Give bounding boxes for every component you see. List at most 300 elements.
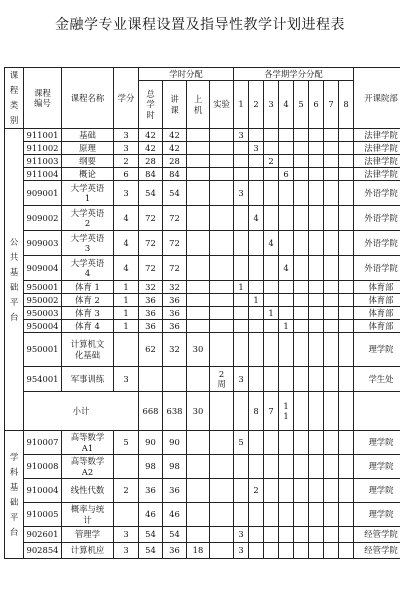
lab-hours	[210, 256, 234, 281]
lab-hours	[210, 307, 234, 320]
semester-credit	[264, 543, 279, 559]
curriculum-table	[4, 67, 400, 559]
computer-hours	[187, 129, 210, 142]
college: 学生处	[354, 367, 400, 392]
credit: 4	[114, 206, 139, 231]
course-name: 高等数学A1	[62, 431, 114, 455]
lab-hours	[210, 527, 234, 543]
college: 经管学院	[354, 527, 400, 543]
semester-credit	[339, 503, 354, 527]
course-name: 原理	[62, 142, 114, 155]
lecture-hours: 90	[163, 431, 187, 455]
semester-credit	[324, 256, 339, 281]
lab-hours	[210, 129, 234, 142]
lab-hours	[210, 206, 234, 231]
semester-credit	[264, 294, 279, 307]
total-hours: 668	[139, 392, 163, 431]
semester-credit	[309, 333, 324, 367]
course-name: 体育 4	[62, 320, 114, 333]
semester-credit: 3	[234, 527, 249, 543]
semester-credit	[294, 320, 309, 333]
semester-credit	[234, 155, 249, 168]
semester-credit	[264, 431, 279, 455]
table-row	[5, 129, 400, 142]
total-hours: 36	[139, 320, 163, 333]
credit: 3	[114, 527, 139, 543]
table-row	[5, 294, 400, 307]
course-code: 950003	[24, 307, 62, 320]
college: 经管学院	[354, 543, 400, 559]
semester-credit	[249, 431, 264, 455]
table-row	[5, 181, 400, 206]
semester-credit	[264, 181, 279, 206]
semester-credit	[264, 367, 279, 392]
semester-credit	[309, 294, 324, 307]
semester-credit: 1	[279, 320, 294, 333]
lab-hours	[210, 168, 234, 181]
semester-credit	[309, 129, 324, 142]
table-row	[5, 168, 400, 181]
college: 外语学院	[354, 231, 400, 256]
total-hours: 54	[139, 543, 163, 559]
semester-credit	[339, 142, 354, 155]
semester-credit	[294, 307, 309, 320]
semester-credit	[264, 503, 279, 527]
course-code: 909003	[24, 231, 62, 256]
semester-credit	[339, 367, 354, 392]
course-name: 计算机文化基础	[62, 333, 114, 367]
table-row	[5, 543, 400, 559]
course-name: 基础	[62, 129, 114, 142]
header-semester: 3	[264, 81, 279, 129]
course-name: 体育 1	[62, 281, 114, 294]
total-hours: 42	[139, 129, 163, 142]
lab-hours	[210, 155, 234, 168]
subtotal-label: 小计	[24, 392, 139, 431]
total-hours: 42	[139, 142, 163, 155]
semester-credit	[324, 231, 339, 256]
course-name: 计算机应	[62, 543, 114, 559]
computer-hours: 18	[187, 543, 210, 559]
college: 理学院	[354, 479, 400, 503]
computer-hours: 30	[187, 333, 210, 367]
lab-hours	[210, 231, 234, 256]
course-code: 910007	[24, 431, 62, 455]
total-hours: 36	[139, 294, 163, 307]
semester-credit	[294, 181, 309, 206]
semester-credit: 3	[234, 543, 249, 559]
lecture-hours: 32	[163, 333, 187, 367]
semester-credit	[249, 503, 264, 527]
lecture-hours	[163, 367, 187, 392]
semester-credit	[234, 294, 249, 307]
semester-credit	[294, 392, 309, 431]
lecture-hours: 32	[163, 281, 187, 294]
semester-credit	[309, 168, 324, 181]
semester-credit	[249, 527, 264, 543]
computer-hours	[187, 431, 210, 455]
lab-hours	[210, 181, 234, 206]
semester-credit	[309, 527, 324, 543]
lecture-hours: 84	[163, 168, 187, 181]
course-code: 910008	[24, 455, 62, 479]
college: 法律学院	[354, 155, 400, 168]
total-hours: 72	[139, 256, 163, 281]
page-title: 金融学专业课程设置及指导性教学计划进程表	[55, 17, 345, 33]
semester-credit	[309, 320, 324, 333]
header-course-name: 课程名称	[62, 68, 114, 129]
semester-credit	[294, 155, 309, 168]
header-total: 总学时	[139, 81, 163, 129]
total-hours: 36	[139, 479, 163, 503]
semester-credit	[234, 142, 249, 155]
semester-credit	[309, 431, 324, 455]
header-semester: 4	[279, 81, 294, 129]
lecture-hours: 36	[163, 543, 187, 559]
semester-credit	[234, 392, 249, 431]
semester-credit	[309, 503, 324, 527]
computer-hours	[187, 367, 210, 392]
credit: 3	[114, 543, 139, 559]
table-row	[5, 307, 400, 320]
lab-hours	[210, 455, 234, 479]
semester-credit	[279, 129, 294, 142]
semester-credit	[279, 307, 294, 320]
course-code: 954001	[24, 367, 62, 392]
total-hours: 72	[139, 206, 163, 231]
semester-credit	[309, 307, 324, 320]
lecture-hours: 72	[163, 256, 187, 281]
lab-hours	[210, 333, 234, 367]
computer-hours	[187, 155, 210, 168]
semester-credit	[249, 129, 264, 142]
college: 体育部	[354, 320, 400, 333]
credit: 4	[114, 256, 139, 281]
course-code: 909002	[24, 206, 62, 231]
total-hours: 54	[139, 527, 163, 543]
college: 体育部	[354, 307, 400, 320]
course-code: 909004	[24, 256, 62, 281]
semester-credit	[324, 142, 339, 155]
college: 法律学院	[354, 168, 400, 181]
lecture-hours: 36	[163, 307, 187, 320]
semester-credit	[264, 168, 279, 181]
credit: 2	[114, 155, 139, 168]
semester-credit	[324, 155, 339, 168]
lecture-hours: 72	[163, 231, 187, 256]
credit: 6	[114, 168, 139, 181]
semester-credit	[249, 333, 264, 367]
lecture-hours: 98	[163, 455, 187, 479]
header-computer: 上机	[187, 81, 210, 129]
semester-credit	[279, 155, 294, 168]
semester-credit	[294, 527, 309, 543]
lab-hours	[210, 543, 234, 559]
semester-credit: 6	[279, 168, 294, 181]
credit: 3	[114, 129, 139, 142]
semester-credit	[339, 392, 354, 431]
semester-credit	[264, 129, 279, 142]
header-category: 课程类别	[5, 68, 24, 129]
semester-credit	[339, 431, 354, 455]
college: 理学院	[354, 333, 400, 367]
semester-credit	[279, 231, 294, 256]
credit: 1	[114, 281, 139, 294]
table-row	[5, 431, 400, 455]
semester-credit	[294, 206, 309, 231]
table-row	[5, 155, 400, 168]
lab-hours	[210, 281, 234, 294]
course-name: 大学英语4	[62, 256, 114, 281]
semester-credit: 1	[249, 294, 264, 307]
semester-credit: 5	[234, 431, 249, 455]
course-code: 950001	[24, 281, 62, 294]
lecture-hours: 36	[163, 479, 187, 503]
semester-credit	[234, 333, 249, 367]
semester-credit	[294, 281, 309, 294]
computer-hours	[187, 320, 210, 333]
semester-credit	[279, 479, 294, 503]
semester-credit	[279, 431, 294, 455]
semester-credit	[324, 543, 339, 559]
semester-credit	[339, 294, 354, 307]
semester-credit: 1	[264, 307, 279, 320]
computer-hours	[187, 168, 210, 181]
semester-credit	[264, 320, 279, 333]
semester-credit	[249, 155, 264, 168]
college: 外语学院	[354, 206, 400, 231]
semester-credit: 7	[264, 392, 279, 431]
total-hours: 36	[139, 307, 163, 320]
semester-credit	[264, 455, 279, 479]
computer-hours	[187, 455, 210, 479]
semester-credit	[234, 206, 249, 231]
course-name: 体育 2	[62, 294, 114, 307]
lecture-hours: 54	[163, 527, 187, 543]
course-code: 950004	[24, 320, 62, 333]
total-hours: 72	[139, 231, 163, 256]
semester-credit: 2	[264, 155, 279, 168]
semester-credit	[294, 294, 309, 307]
semester-credit	[309, 479, 324, 503]
category-public-foundation: 公共基础平台	[5, 129, 24, 431]
college: 理学院	[354, 431, 400, 455]
course-code: 910005	[24, 503, 62, 527]
header-semester: 6	[309, 81, 324, 129]
total-hours: 28	[139, 155, 163, 168]
semester-credit	[324, 455, 339, 479]
course-code: 911002	[24, 142, 62, 155]
credit: 2	[114, 479, 139, 503]
semester-credit	[234, 256, 249, 281]
lecture-hours: 36	[163, 294, 187, 307]
semester-credit	[324, 206, 339, 231]
semester-credit: 3	[234, 181, 249, 206]
semester-credit	[324, 503, 339, 527]
semester-credit	[279, 367, 294, 392]
header-lecture: 讲课	[163, 81, 187, 129]
header-hours-group: 学时分配	[139, 68, 234, 81]
subtotal-row	[5, 392, 400, 431]
table-row	[5, 281, 400, 294]
college: 体育部	[354, 294, 400, 307]
semester-credit	[324, 168, 339, 181]
semester-credit	[294, 455, 309, 479]
semester-credit	[294, 142, 309, 155]
semester-credit	[339, 129, 354, 142]
semester-credit	[324, 392, 339, 431]
table-row	[5, 503, 400, 527]
semester-credit	[279, 206, 294, 231]
header-lab: 实验	[210, 81, 234, 129]
semester-credit	[324, 294, 339, 307]
semester-credit	[309, 367, 324, 392]
semester-credit	[279, 333, 294, 367]
semester-credit	[324, 527, 339, 543]
computer-hours: 30	[187, 392, 210, 431]
header-semester: 8	[339, 81, 354, 129]
computer-hours	[187, 206, 210, 231]
computer-hours	[187, 479, 210, 503]
semester-credit	[279, 181, 294, 206]
semester-credit	[309, 392, 324, 431]
course-code: 909001	[24, 181, 62, 206]
credit: 3	[114, 367, 139, 392]
semester-credit: 11	[279, 392, 294, 431]
course-code: 911001	[24, 129, 62, 142]
table-row	[5, 320, 400, 333]
credit: 1	[114, 307, 139, 320]
course-code: 911003	[24, 155, 62, 168]
course-name: 大学英语1	[62, 181, 114, 206]
semester-credit	[279, 294, 294, 307]
semester-credit	[309, 455, 324, 479]
semester-credit	[309, 231, 324, 256]
course-name: 概率与统计	[62, 503, 114, 527]
semester-credit	[294, 231, 309, 256]
lecture-hours: 42	[163, 129, 187, 142]
course-name: 管理学	[62, 527, 114, 543]
total-hours: 84	[139, 168, 163, 181]
credit	[114, 455, 139, 479]
college: 理学院	[354, 503, 400, 527]
semester-credit	[294, 367, 309, 392]
total-hours: 32	[139, 281, 163, 294]
computer-hours	[187, 307, 210, 320]
lecture-hours: 28	[163, 155, 187, 168]
semester-credit: 8	[249, 392, 264, 431]
lab-hours: 2周	[210, 367, 234, 392]
header-semester: 5	[294, 81, 309, 129]
computer-hours	[187, 181, 210, 206]
course-name: 纲要	[62, 155, 114, 168]
semester-credit	[324, 320, 339, 333]
semester-credit	[279, 503, 294, 527]
semester-credit: 3	[249, 142, 264, 155]
course-name: 军事训练	[62, 367, 114, 392]
semester-credit	[309, 142, 324, 155]
college: 理学院	[354, 455, 400, 479]
lecture-hours: 638	[163, 392, 187, 431]
semester-credit: 3	[234, 129, 249, 142]
semester-credit	[309, 155, 324, 168]
semester-credit	[249, 320, 264, 333]
course-code: 950001	[24, 333, 62, 367]
lecture-hours: 72	[163, 206, 187, 231]
semester-credit	[339, 320, 354, 333]
semester-credit	[249, 231, 264, 256]
semester-credit	[249, 256, 264, 281]
header-semester: 2	[249, 81, 264, 129]
table-row	[5, 527, 400, 543]
semester-credit	[264, 142, 279, 155]
course-code: 902601	[24, 527, 62, 543]
semester-credit	[249, 168, 264, 181]
header-semester-group: 各学期学分分配	[234, 68, 354, 81]
college: 外语学院	[354, 256, 400, 281]
semester-credit	[249, 307, 264, 320]
semester-credit	[279, 527, 294, 543]
semester-credit	[264, 206, 279, 231]
total-hours	[139, 367, 163, 392]
credit: 1	[114, 320, 139, 333]
total-hours: 54	[139, 181, 163, 206]
semester-credit	[234, 479, 249, 503]
total-hours: 90	[139, 431, 163, 455]
course-name: 高等数学A2	[62, 455, 114, 479]
semester-credit	[294, 503, 309, 527]
semester-credit	[264, 281, 279, 294]
computer-hours	[187, 503, 210, 527]
course-name: 体育 3	[62, 307, 114, 320]
semester-credit	[324, 333, 339, 367]
lecture-hours: 54	[163, 181, 187, 206]
semester-credit: 4	[249, 206, 264, 231]
semester-credit: 2	[249, 479, 264, 503]
semester-credit	[339, 333, 354, 367]
lab-hours	[210, 479, 234, 503]
table-row	[5, 479, 400, 503]
total-hours: 98	[139, 455, 163, 479]
semester-credit	[279, 142, 294, 155]
semester-credit: 1	[234, 281, 249, 294]
semester-credit	[279, 281, 294, 294]
semester-credit	[339, 455, 354, 479]
semester-credit	[249, 281, 264, 294]
table-row	[5, 333, 400, 367]
semester-credit	[339, 168, 354, 181]
lab-hours	[210, 431, 234, 455]
semester-credit	[249, 543, 264, 559]
computer-hours	[187, 281, 210, 294]
semester-credit	[234, 503, 249, 527]
semester-credit	[249, 455, 264, 479]
table-row	[5, 367, 400, 392]
header-course-code: 课程编号	[24, 68, 62, 129]
college: 体育部	[354, 281, 400, 294]
semester-credit	[264, 256, 279, 281]
semester-credit	[309, 181, 324, 206]
header-credit: 学分	[114, 68, 139, 129]
credit: 4	[114, 231, 139, 256]
semester-credit	[294, 431, 309, 455]
semester-credit	[324, 181, 339, 206]
semester-credit	[339, 281, 354, 294]
semester-credit	[339, 527, 354, 543]
semester-credit	[339, 155, 354, 168]
semester-credit	[324, 129, 339, 142]
table-row	[5, 455, 400, 479]
